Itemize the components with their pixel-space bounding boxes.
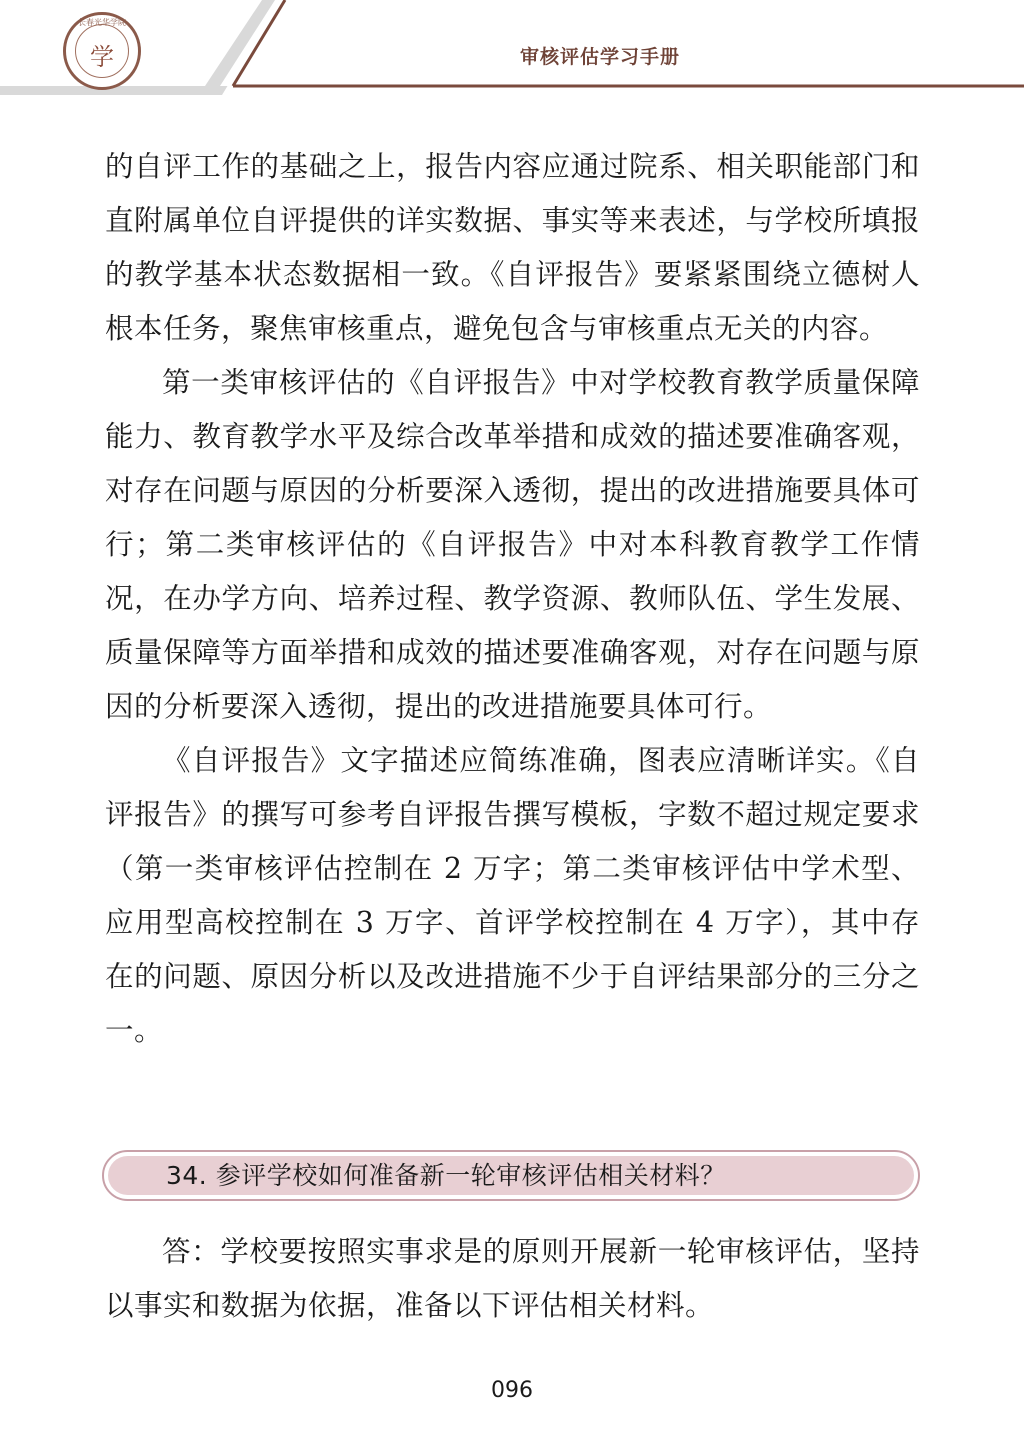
logo-text: 长春光华学院 — [78, 18, 126, 27]
header-decoration — [0, 0, 1024, 100]
answer-paragraph: 答：学校要按照实事求是的原则开展新一轮审核评估，坚持以事实和数据为依据，准备以下评估相关材料。 — [105, 1235, 920, 1322]
paragraph-2: 第一类审核评估的《自评报告》中对学校教育教学质量保障能力、教育教学水平及综合改革举措和成效的描述要准确客观，对存在问题与原因的分析要深入透彻，提出的改进措施要具体可行；第二类审核评估的《自评报告》中对本科教育教学工作情况，在办学方向、培养过程、教学资源、教师队伍、学生发展、质量保障等方面举措和成效的描述要准确客观，对存在问题与原因的分析要深入透彻，提出的改进措施要具体可行。 — [105, 366, 920, 723]
paragraph-1: 的自评工作的基础之上，报告内容应通过院系、相关职能部门和直附属单位自评提供的详实数据、事实等来表述，与学校所填报的教学基本状态数据相一致。《自评报告》要紧紧围绕立德树人根本任务，聚焦审核重点，避免包含与审核重点无关的内容。 — [105, 150, 920, 345]
page-header — [0, 0, 1024, 100]
question-heading: 34. 参评学校如何准备新一轮审核评估相关材料？ — [108, 1156, 914, 1195]
manual-title: 审核评估学习手册 — [520, 46, 681, 68]
logo-glyph: 学 — [90, 43, 114, 71]
body-text — [105, 140, 920, 1058]
question-heading-box — [102, 1150, 920, 1201]
paragraph-3: 《自评报告》文字描述应简练准确，图表应清晰详实。《自评报告》的撰写可参考自评报告撰写模板，字数不超过规定要求（第一类审核评估控制在 2 万字；第二类审核评估中学术型、应用型高校控制在 3 万字、首评学校控制在 4 万字），其中存在的问题、原因分析以及改进措施不少于自评结果部分的三分之一。 — [105, 744, 920, 1047]
page-number: 096 — [491, 1378, 533, 1403]
university-seal-logo — [63, 12, 141, 90]
answer-text — [105, 1225, 920, 1333]
